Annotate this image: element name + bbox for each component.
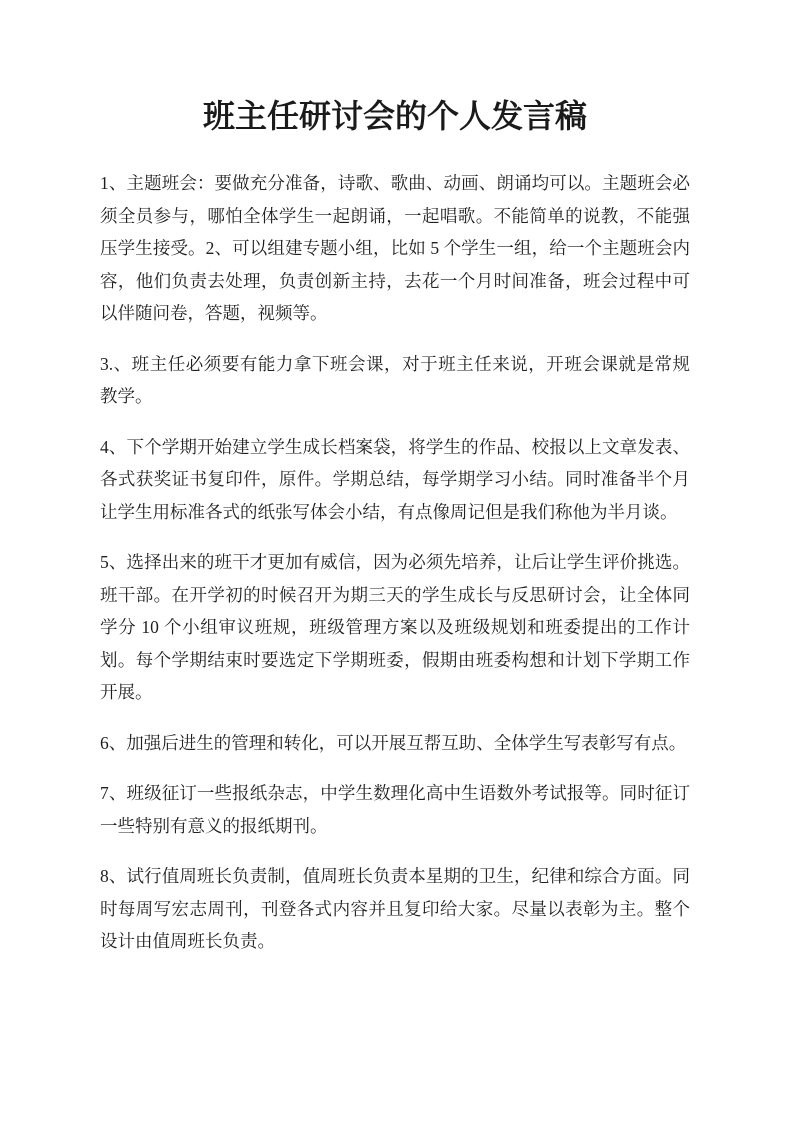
page-title: 班主任研讨会的个人发言稿: [202, 98, 587, 134]
paragraph: 3.、班主任必须要有能力拿下班会课，对于班主任来说，开班会课就是常规教学。: [100, 353, 690, 406]
paragraph: 7、班级征订一些报纸杂志，中学生数理化高中生语数外考试报等。同时征订一些特别有意义的报纸期刊。: [100, 783, 690, 836]
paragraph: 4、下个学期开始建立学生成长档案袋，将学生的作品、校报以上文章发表、各式获奖证书复印件，原件。学期总结，每学期学习小结。同时准备半个月让学生用标准各式的纸张写体会小结，有点像周记但是我们称他为半月谈。: [100, 436, 690, 522]
paragraph: 1、主题班会：要做充分准备，诗歌、歌曲、动画、朗诵均可以。主题班会必须全员参与，哪怕全体学生一起朗诵，一起唱歌。不能简单的说教，不能强压学生接受。2、可以组建专题小组，比如 5 个学生一组，给一个主题班会内容，他们负责去处理，负责创新主持，去花一个月时间准备，班会过程中可以伴随问卷，答题，视频等。: [100, 173, 690, 323]
paragraph: 6、加强后进生的管理和转化，可以开展互帮互助、全体学生写表彰写有点。: [100, 732, 687, 753]
paragraph: 8、试行值周班长负责制，值周班长负责本星期的卫生，纪律和综合方面。同时每周写宏志周刊，刊登各式内容并且复印给大家。尽量以表彰为主。整个设计由值周班长负责。: [100, 866, 690, 951]
paragraph: 5、选择出来的班干才更加有威信，因为必须先培养，让后让学生评价挑选。班干部。在开学初的时候召开为期三天的学生成长与反思研讨会，让全体同学分 10 个小组审议班规，班级管理方案以及班级规划和班委提出的工作计划。每个学期结束时要选定下学期班委，假期由班委构想和计划下学期工作开展。: [100, 552, 690, 702]
